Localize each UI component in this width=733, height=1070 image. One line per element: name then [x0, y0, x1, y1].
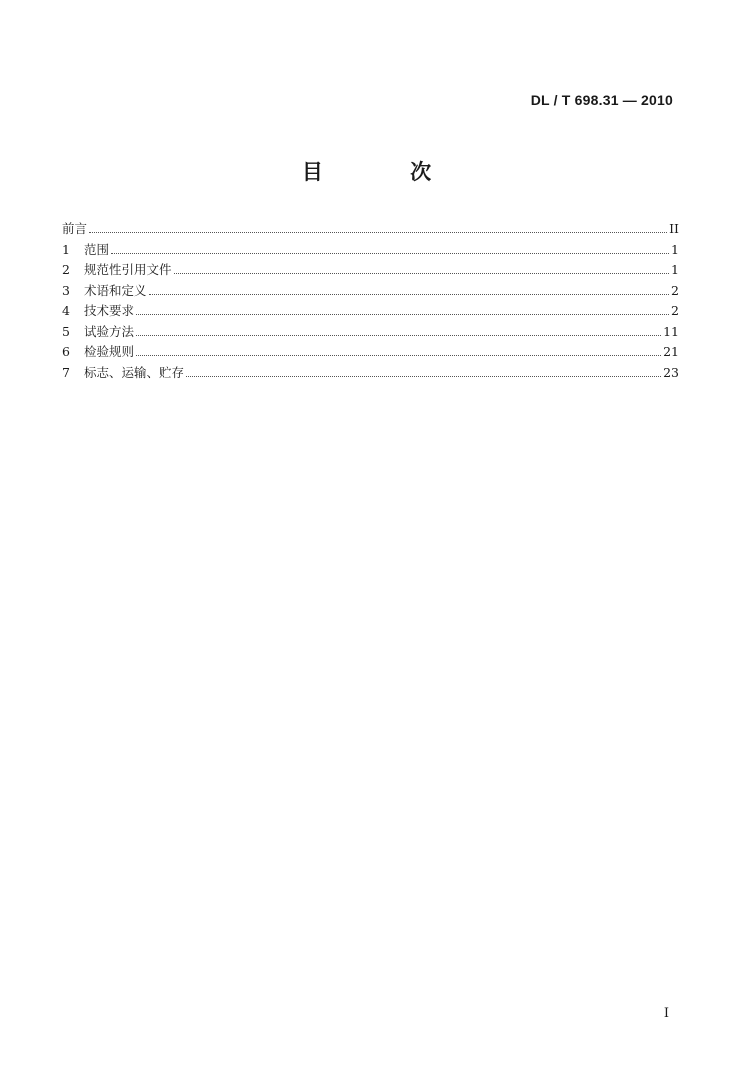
- toc-leader: [149, 294, 670, 295]
- toc-label: 试验方法: [84, 323, 135, 339]
- toc-page: 21: [663, 344, 679, 359]
- toc-number: 7: [62, 364, 70, 380]
- toc-leader: [136, 314, 669, 315]
- document-code: DL / T 698.31 — 2010: [530, 92, 673, 108]
- toc-page: 1: [671, 262, 679, 277]
- toc-item-foreword[interactable]: [62, 219, 679, 240]
- toc-label: 规范性引用文件: [84, 262, 172, 277]
- toc-number: 4: [62, 303, 70, 318]
- toc-leader: [174, 273, 670, 274]
- toc-label: 技术要求: [84, 303, 135, 318]
- toc-label: 前言: [62, 221, 88, 236]
- toc-item-marking-transport-storage[interactable]: [62, 363, 679, 384]
- toc-page: 1: [671, 241, 679, 257]
- page-number: I: [663, 1006, 669, 1021]
- toc-number: 5: [62, 323, 70, 339]
- toc-leader: [136, 355, 661, 356]
- toc-item-technical-requirements[interactable]: [62, 301, 679, 322]
- toc-item-scope[interactable]: [62, 240, 679, 261]
- toc-number: 3: [62, 282, 70, 298]
- toc-label: 检验规则: [84, 344, 135, 359]
- toc-page: 11: [663, 323, 679, 339]
- toc-label: 术语和定义: [84, 282, 147, 298]
- toc-page: 2: [671, 303, 679, 318]
- toc-leader: [136, 335, 661, 336]
- toc-number: 2: [62, 262, 70, 277]
- toc-leader: [186, 376, 661, 377]
- toc-label: 标志、运输、贮存: [84, 364, 185, 380]
- toc-leader: [111, 253, 669, 254]
- page-title: 目 次: [301, 160, 472, 184]
- toc-item-normative-references[interactable]: [62, 260, 679, 281]
- toc-item-inspection-rules[interactable]: [62, 342, 679, 363]
- toc-item-test-methods[interactable]: [62, 322, 679, 343]
- toc-number: 6: [62, 344, 70, 359]
- toc-page: 2: [671, 282, 679, 298]
- toc-leader: [89, 232, 667, 233]
- toc-item-terms-definitions[interactable]: [62, 281, 679, 302]
- toc-label: 范围: [84, 241, 110, 257]
- toc-page: 23: [663, 364, 679, 380]
- table-of-contents: [62, 219, 679, 383]
- toc-number: 1: [62, 241, 70, 257]
- toc-page: II: [669, 221, 679, 236]
